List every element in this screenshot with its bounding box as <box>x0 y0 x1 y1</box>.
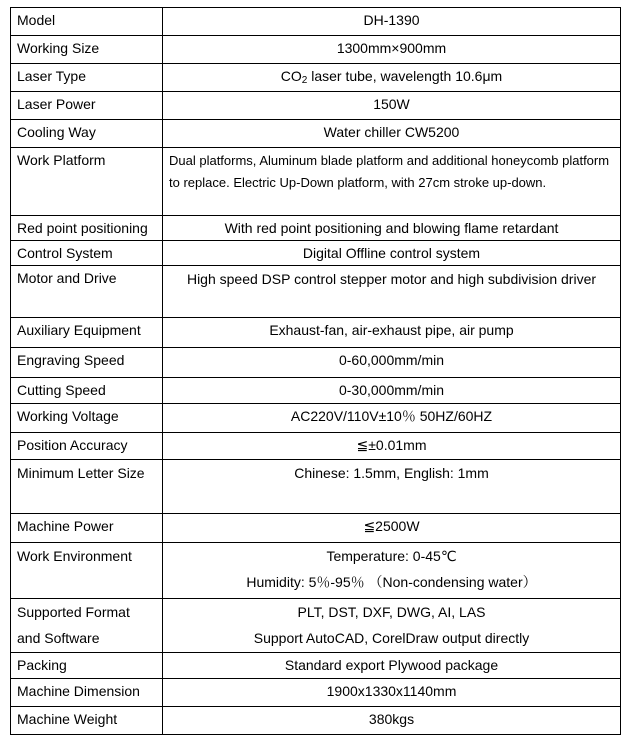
spec-label: Auxiliary Equipment <box>11 318 163 348</box>
spec-label: Cutting Speed <box>11 378 163 404</box>
spec-value <box>163 64 621 92</box>
value-line: Temperature: 0-45℃ <box>326 548 457 564</box>
table-row <box>11 120 621 148</box>
value-line: Humidity: 5％-95％ （Non-condensing water） <box>246 574 537 590</box>
spec-label: Red point positioning <box>11 216 163 241</box>
spec-label: Working Voltage <box>11 404 163 433</box>
table-row <box>11 64 621 92</box>
spec-value: 0-60,000mm/min <box>163 348 621 378</box>
spec-value <box>163 599 621 653</box>
table-row <box>11 653 621 679</box>
table-row <box>11 433 621 460</box>
spec-value: Water chiller CW5200 <box>163 120 621 148</box>
spec-label: Machine Dimension <box>11 679 163 707</box>
spec-label: Work Environment <box>11 543 163 599</box>
table-row <box>11 216 621 241</box>
spec-value: AC220V/110V±10％ 50HZ/60HZ <box>163 404 621 433</box>
spec-label: Minimum Letter Size <box>11 460 163 514</box>
label-line: and Software <box>17 630 100 646</box>
spec-value: 150W <box>163 92 621 120</box>
spec-value: With red point positioning and blowing flame retardant <box>163 216 621 241</box>
table-row <box>11 266 621 318</box>
spec-label <box>11 599 163 653</box>
spec-label: Position Accuracy <box>11 433 163 460</box>
spec-value: Digital Offline control system <box>163 241 621 266</box>
spec-label: Work Platform <box>11 148 163 216</box>
spec-label: Machine Power <box>11 514 163 543</box>
value-subscript: 2 <box>301 75 308 86</box>
table-row <box>11 348 621 378</box>
spec-value: Dual platforms, Aluminum blade platform and additional honeycomb platform to replace. Electric Up-Down platform, with 27cm stroke up-down. <box>163 148 621 216</box>
spec-value: 1900x1330x1140mm <box>163 679 621 707</box>
table-row <box>11 599 621 653</box>
value-line: Support AutoCAD, CorelDraw output directly <box>253 630 530 646</box>
spec-value: DH-1390 <box>163 8 621 36</box>
spec-label: Machine Weight <box>11 707 163 735</box>
spec-label: Laser Power <box>11 92 163 120</box>
spec-label: Motor and Drive <box>11 266 163 318</box>
spec-label: Control System <box>11 241 163 266</box>
table-row <box>11 318 621 348</box>
spec-value: Exhaust-fan, air-exhaust pipe, air pump <box>163 318 621 348</box>
table-row <box>11 378 621 404</box>
spec-label: Working Size <box>11 36 163 64</box>
table-row <box>11 8 621 36</box>
spec-label: Packing <box>11 653 163 679</box>
table-row <box>11 514 621 543</box>
spec-label: Laser Type <box>11 64 163 92</box>
spec-label: Cooling Way <box>11 120 163 148</box>
label-line: Supported Format <box>17 604 130 620</box>
value-suffix: laser tube, wavelength 10.6μm <box>307 68 503 84</box>
spec-value <box>163 543 621 599</box>
table-row <box>11 707 621 735</box>
table-row <box>11 460 621 514</box>
spec-value: 1300mm×900mm <box>163 36 621 64</box>
spec-value: Chinese: 1.5mm, English: 1mm <box>163 460 621 514</box>
spec-value: ≦±0.01mm <box>163 433 621 460</box>
table-row <box>11 148 621 216</box>
spec-value: ≦2500W <box>163 514 621 543</box>
value-line: PLT, DST, DXF, DWG, AI, LAS <box>297 604 486 620</box>
spec-value: 380kgs <box>163 707 621 735</box>
table-row <box>11 36 621 64</box>
spec-table <box>10 7 621 735</box>
spec-label: Engraving Speed <box>11 348 163 378</box>
spec-value: Standard export Plywood package <box>163 653 621 679</box>
spec-label: Model <box>11 8 163 36</box>
value-prefix: CO <box>280 68 302 84</box>
table-row <box>11 679 621 707</box>
table-row <box>11 92 621 120</box>
spec-value: 0-30,000mm/min <box>163 378 621 404</box>
table-row <box>11 543 621 599</box>
table-row <box>11 241 621 266</box>
table-row <box>11 404 621 433</box>
spec-value: High speed DSP control stepper motor and high subdivision driver <box>163 266 621 318</box>
